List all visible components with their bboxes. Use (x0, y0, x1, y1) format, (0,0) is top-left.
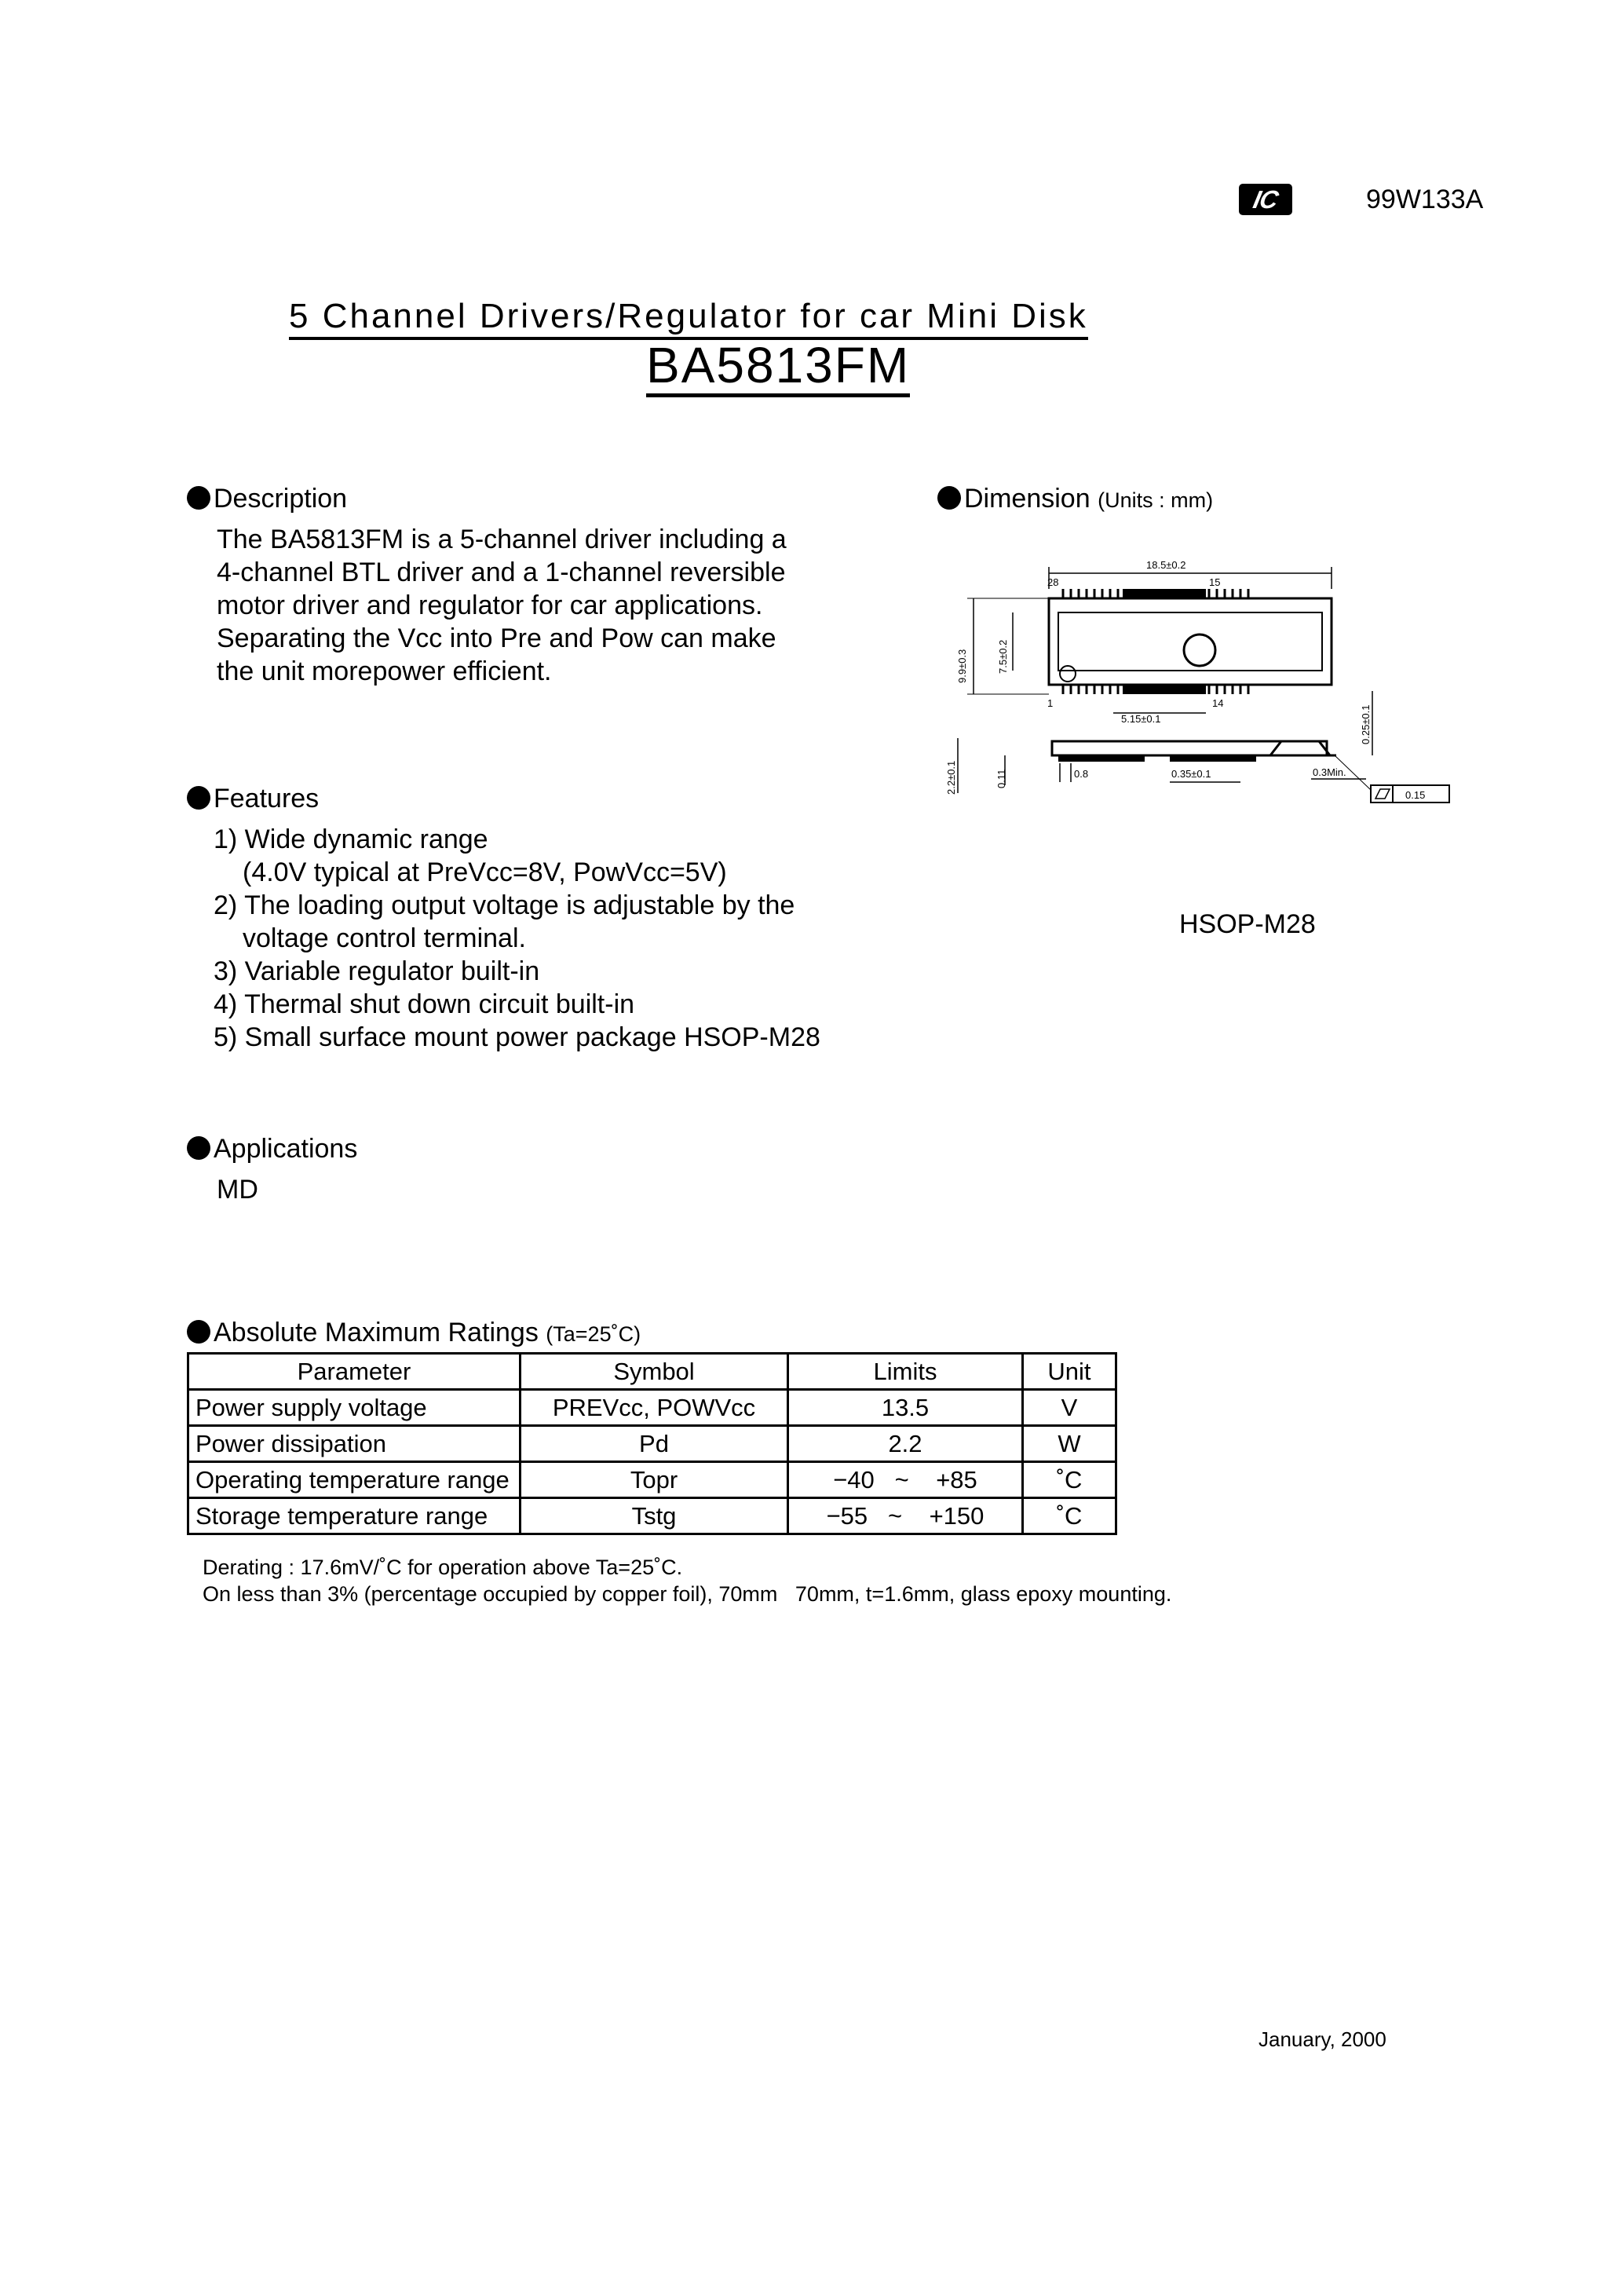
unit-cell: W (1023, 1426, 1116, 1462)
unit-cell: V (1023, 1390, 1116, 1426)
svg-text:9.9±0.3: 9.9±0.3 (956, 649, 968, 683)
dimension-heading: Dimension (Units : mm) (937, 482, 1213, 517)
package-body-side-view (1052, 741, 1327, 755)
svg-text:2.2±0.1: 2.2±0.1 (945, 760, 957, 795)
column-header: Symbol (521, 1354, 788, 1390)
limit-cell: −40 ~ +85 (788, 1462, 1023, 1498)
svg-text:0.8: 0.8 (1074, 768, 1089, 780)
applications-value: MD (217, 1175, 258, 1205)
symbol-cell: Topr (521, 1462, 788, 1498)
list-item: 4) Thermal shut down circuit built-in (214, 989, 635, 1019)
list-item: 2) The loading output voltage is adjustable by the (214, 890, 795, 920)
svg-text:18.5±0.2: 18.5±0.2 (1146, 559, 1186, 571)
list-item: voltage control terminal. (243, 923, 526, 953)
description-line: motor driver and regulator for car applications. (217, 590, 763, 620)
list-item: (4.0V typical at PreVcc=8V, PowVcc=5V) (243, 857, 727, 887)
column-header: Limits (788, 1354, 1023, 1390)
bullet-icon (937, 486, 961, 510)
description-body (217, 523, 787, 688)
svg-text:15: 15 (1209, 576, 1221, 588)
limit-cell: 13.5 (788, 1390, 1023, 1426)
symbol-cell: Pd (521, 1426, 788, 1462)
parameter-cell: Power dissipation (188, 1426, 521, 1462)
package-body-top-view (1049, 598, 1332, 685)
bullet-icon (187, 1136, 210, 1160)
svg-text:0.15: 0.15 (1405, 789, 1426, 801)
package-dimension-drawing (942, 550, 1476, 832)
parameter-cell: Storage temperature range (188, 1498, 521, 1534)
svg-text:0.35±0.1: 0.35±0.1 (1171, 768, 1211, 780)
derating-note: Derating : 17.6mV/˚C for operation above Ta=25˚C. (203, 1556, 683, 1579)
bullet-icon (187, 1320, 210, 1344)
description-line: Separating the Vcc into Pre and Pow can make (217, 623, 776, 653)
unit-cell: ˚C (1023, 1462, 1116, 1498)
unit-cell: ˚C (1023, 1498, 1116, 1534)
svg-text:0.11: 0.11 (995, 769, 1007, 788)
document-number: 99W133A (1366, 185, 1484, 214)
ratings-heading: Absolute Maximum Ratings (Ta=25˚C) (187, 1316, 641, 1351)
svg-text:28: 28 (1047, 576, 1059, 588)
table-row (188, 1462, 1116, 1498)
svg-text:0.3Min.: 0.3Min. (1313, 766, 1346, 778)
description-line: 4-channel BTL driver and a 1-channel reversible (217, 558, 786, 587)
parameter-cell: Operating temperature range (188, 1462, 521, 1498)
description-line: The BA5813FM is a 5-channel driver including a (217, 525, 787, 554)
limit-cell: −55 ~ +150 (788, 1498, 1023, 1534)
list-item: 1) Wide dynamic range (214, 824, 488, 854)
svg-text:7.5±0.2: 7.5±0.2 (997, 639, 1009, 674)
svg-text:1: 1 (1047, 697, 1054, 709)
symbol-cell: Tstg (521, 1498, 788, 1534)
part-number-title: BA5813FM (646, 338, 910, 393)
applications-heading: Applications (187, 1132, 357, 1165)
table-header-row (188, 1354, 1116, 1390)
svg-text:0.25±0.1: 0.25±0.1 (1360, 704, 1372, 744)
table-row (188, 1390, 1116, 1426)
bullet-icon (187, 786, 210, 810)
limit-cell: 2.2 (788, 1426, 1023, 1462)
parameter-cell: Power supply voltage (188, 1390, 521, 1426)
absolute-maximum-ratings-table (187, 1352, 1117, 1535)
list-item: 3) Variable regulator built-in (214, 956, 540, 986)
mounting-note: On less than 3% (percentage occupied by copper foil), 70mm 70mm, t=1.6mm, glass epoxy mounting. (203, 1582, 1172, 1606)
description-heading: Description (187, 482, 347, 515)
symbol-cell: PREVcc, POWVcc (521, 1390, 788, 1426)
bullet-icon (187, 486, 210, 510)
table-row (188, 1498, 1116, 1534)
document-subtitle: 5 Channel Drivers/Regulator for car Mini Disk (289, 294, 1388, 338)
features-list (214, 823, 820, 1054)
table-row (188, 1426, 1116, 1462)
column-header: Parameter (188, 1354, 521, 1390)
features-heading: Features (187, 782, 319, 815)
ic-logo: IC (1239, 184, 1292, 215)
publication-date: January, 2000 (1259, 2027, 1386, 2051)
svg-text:5.15±0.1: 5.15±0.1 (1121, 713, 1161, 725)
list-item: 5) Small surface mount power package HSOP-M28 (214, 1022, 820, 1052)
package-name: HSOP-M28 (1179, 909, 1316, 939)
svg-text:14: 14 (1212, 697, 1224, 709)
description-line: the unit morepower efficient. (217, 656, 552, 686)
column-header: Unit (1023, 1354, 1116, 1390)
